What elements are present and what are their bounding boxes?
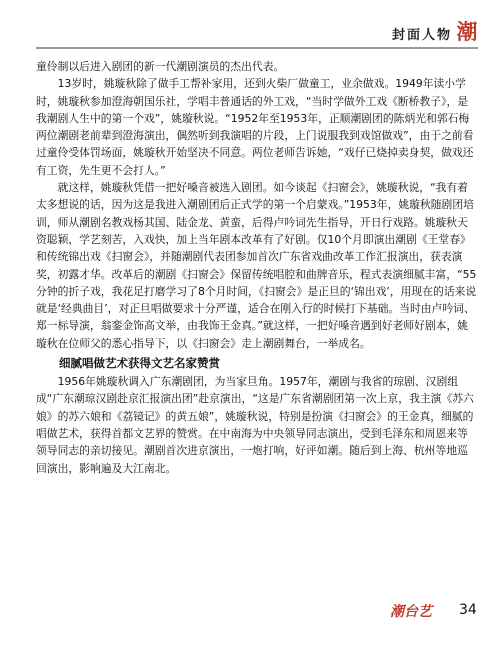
- paragraph-childhood: 13岁时，姚璇秋除了做手工帮补家用，还到火柴厂做童工，业余做戏。1949年读小学时，姚璇秋参加澄海朝国乐社，学唱丰普通话的外工戏，“当时学做外工戏《断桥教子》，是我潮剧人生中的第一个戏”，姚璇秋说。“1952年至1953年，正顺潮剧团的陈炳光和郭石梅两位潮剧老前辈到澄海演出，偶然听到我演唱的片段，上门说服我到戏馆做戏”，由于之前看过童伶受体罚场面，姚璇秋开始坚决不同意。两位老师告诉她，“戏仔已烧掉卖身契，做戏还有工资，先生更不会打人。”: [36, 77, 474, 177]
- footer-magazine-logo: 潮台艺: [390, 604, 432, 620]
- paragraph-training: 就这样，姚璇秋凭借一把好嗓音被选入剧团。如今谈起《扫窗会》，姚璇秋说，“我有着太多想说的话，因为这是我进入潮剧团后正式学的第一个启蒙戏。”1953年，姚璇秋随剧团培训，师从潮剧名教戏杨其国、陆金龙、黄蛮，后得卢吟词先生指导，开日行戏路。姚璇秋天资聪颖，学艺刻苦，入戏快，加上当年剧本改革有了好剧。仅10个月即演出潮剧《王堂春》和传统锦出戏《扫窗会》，并随潮剧代表团参加首次广东省戏曲改革工作汇报演出，获表演奖，初露才华。改革后的潮剧《扫窗会》保留传统唱腔和曲牌音乐，程式表演细腻丰富，“55分钟的折子戏，我花足打磨学习了8个月时间，《扫窗会》是正旦的‘锦出戏’，用现在的话来说就是‘经典曲目’，对正旦唱做要求十分严谨，适合在刚入行的时候打下基础。当时由卢吟词、郑一标导演，翁銮金饰高文举，由我饰王金真。”就这样，一把好嗓音遇到好老师好剧本，姚璇秋在位师父的悉心指导下，以《扫窗会》走上潮剧舞台，一举成名。: [36, 181, 477, 350]
- article-body: [36, 58, 478, 477]
- section-heading: 细腻唱做艺术获得文艺名家赞赏: [59, 356, 220, 371]
- paragraph-beijing: 1956年姚璇秋调入广东潮剧团，为当家旦角。1957年，潮剧与我省的琼剧、汉剧组成“广东潮琼汉剧赴京汇报演出团”赴京演出，“这是广东省潮剧团第一次上京，我主演《苏六娘》的苏六娘和《荔镜记》的黄五娘”，姚璇秋说，特别是扮演《扫窗会》的王金真，细腻的唱做艺术，获得首都文艺界的赞赏。在中南海为中央领导同志演出，受到毛泽东和周恩来等领导同志的亲切接见。潮剧首次进京演出，一炮打响，好评如潮。随后到上海、杭州等地巡回演出，影响遍及大江南北。: [36, 375, 474, 475]
- header-divider: [36, 47, 478, 49]
- header-title: 封面人物: [392, 28, 453, 43]
- magazine-logo: 潮: [456, 20, 478, 44]
- paragraph-continuation: 童伶制以后进入剧团的新一代潮剧演员的杰出代表。: [36, 60, 285, 73]
- page-number: 34: [459, 602, 477, 618]
